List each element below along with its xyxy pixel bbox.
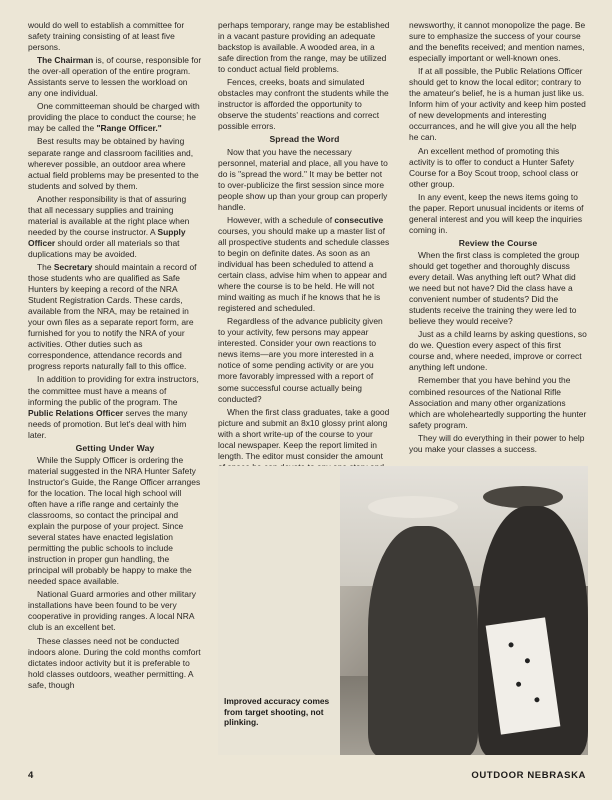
paragraph [409, 20, 587, 64]
bullet-hole [508, 642, 514, 648]
paragraph-text: Best results may be obtained by having separate range and classroom facilities and, wherever possible, an outdoor area where actual field problems may be presented to the students and solved by them. [28, 136, 199, 191]
officer-hat [483, 486, 563, 508]
paragraph [28, 136, 202, 191]
paragraph-text: Regardless of the advance publicity given to your activity, few persons may appear interested. Consider your own reactions to news items—are you more interested in a notice of some pending activity or are you more favorably impressed with a report of some successful course actually being conducted? [218, 316, 383, 404]
paragraph-text: In any event, keep the news items going to the paper. Report unusual incidents or items of general interest and you will keep the inquiries coming in. [409, 191, 584, 235]
heading-text: Review the Course [458, 237, 538, 248]
paragraph-text: In addition to providing for extra instructors, the committee must have a means of informing the public of the program. The [28, 374, 199, 407]
section-heading [409, 238, 587, 249]
cowboy-hat [368, 496, 458, 518]
heading-text: Spread the Word [269, 134, 340, 145]
paragraph [409, 250, 587, 327]
paragraph-text: should maintain a record of those students who are qualified as Safe Hunters by keeping a record of the NRA Student Registration Cards. These cards, available from the NRA, may be retained in your own files as a separate report form, are furnished for you to notify the NRA of your activities. Other duties such as correspondence, attendance records and progress reports naturally fall to this office. [28, 261, 197, 372]
student-figure [368, 526, 478, 755]
paragraph [28, 636, 202, 691]
bold-term: Public Relations Officer [28, 407, 124, 418]
bold-term: "Range Officer." [96, 123, 162, 134]
paragraph-text: These classes need not be conducted indoors alone. During the cold months comfort dictates indoor activity but it is preferable to hold classes outdoors, weather permitting. A safe, though [28, 635, 201, 690]
bold-term: consecutive [334, 214, 384, 225]
paragraph [28, 589, 202, 633]
paragraph-text: is, of course, responsible for the over-all operation of the entire program. Assistants serve to lessen the workload on any one individual. [28, 55, 202, 99]
paragraph [28, 455, 202, 588]
paragraph-text: While the Supply Officer is ordering the material suggested in the NRA Hunter Safety Instructor's Guide, the Range Officer arranges for the location. The local high school will often have a rifle range and certainly the classrooms, so contact the principal and explain the purpose of your project. Since several states have enacted legislation permitting the public schools to include instruction in proper gun handling, the principal will probably be happy to make the needed space available. [28, 454, 201, 587]
paragraph [28, 374, 202, 440]
paragraph [28, 262, 202, 372]
paragraph [409, 192, 587, 236]
paragraph-text: When the first class is completed the group should get together and thoroughly discuss every detail. Was anything left out? What did we need but not have? Did the class have a convenient number of students? Did the students receive the training they were led to believe they would receive? [409, 249, 580, 327]
paragraph-text: They will do everything in their power to help you make your classes a success. [409, 432, 585, 454]
paragraph [409, 146, 587, 190]
paragraph-text: should order all materials so that duplications may be avoided. [28, 237, 180, 259]
column-middle [218, 20, 391, 486]
paragraph [218, 147, 391, 213]
paragraph-text: newsworthy, it cannot monopolize the page. Be sure to emphasize the success of your course and the benefits received; and mention names, especially important or well-known ones. [409, 20, 586, 64]
paragraph-text: Just as a child learns by asking questions, so do we. Question every aspect of this first course and, where needed, improve or correct anything left undone. [409, 329, 587, 373]
bold-term: Secretary [53, 261, 93, 272]
bullet-hole [516, 681, 522, 687]
paragraph [28, 20, 202, 53]
paragraph [218, 20, 391, 75]
paragraph [218, 77, 391, 132]
paragraph-text: courses, you should make up a master list of all prospective students and schedule classes to begin on definite dates. As soon as an individual has been scheduled to attend a certain class, advise him when to appear and where the course is to be held. He will not mind waiting as much if he knows that he is registered and scheduled. [218, 225, 390, 314]
paragraph [28, 55, 202, 99]
paragraph-text: When the first class graduates, take a good picture and submit an 8x10 glossy print along with a short write-up of the course to your local newspaper. Keep the report limited in length. The editor must consider the amount [218, 406, 390, 461]
paragraph [218, 316, 391, 404]
bullet-hole [534, 697, 540, 703]
paragraph-text: One committeeman should be charged with providing the place to conduct the course; he may be called the [28, 101, 200, 134]
paragraph [28, 194, 202, 260]
photo-caption: Improved accuracy comes from target shooting, not plinking. [224, 696, 330, 728]
section-heading [218, 134, 391, 145]
paragraph-text: However, with a schedule of [227, 214, 335, 225]
paragraph [409, 66, 587, 143]
paragraph [218, 215, 391, 314]
bold-lead: The Chairman [37, 55, 94, 66]
paragraph-text: Another responsibility is that of assuring that all necessary supplies and training material is available at the right place when needed by the course instructor. A [28, 193, 190, 237]
bold-term: Supply Officer [28, 226, 186, 248]
paragraph-text: Fences, creeks, boats and simulated obstacles may confront the students while the instructor is afforded the opportunity to observe the students' reactions and correct possible errors. [218, 77, 389, 132]
paragraph-text: An excellent method of promoting this activity is to offer to conduct a Hunter Safety Course for a Boy Scout troop, school class or other group. [409, 145, 579, 189]
section-heading [28, 443, 202, 454]
paragraph-text: serves the many needs of promotion. But let's deal with him later. [28, 407, 188, 440]
paragraph [28, 101, 202, 134]
paragraph-text: would do well to establish a committee for safety training consisting of at least five persons. [28, 20, 185, 53]
page-number: 4 [28, 770, 34, 781]
column-left [28, 20, 202, 693]
paragraph-text: If at all possible, the Public Relations Officer should get to know the local editor; contrary to the amateur's belief, he is a human just like us. Inform him of your activity and keep him posted of new developments and interesting occurrances, and he will give you all the help he can. [409, 66, 586, 143]
heading-text: Getting Under Way [75, 442, 155, 453]
paragraph-text: Now that you have the necessary personnel, material and place, all you have to do is "spread the word." It may be better not to over-publicize the first session since more people show up than your group can properly handle. [218, 146, 388, 212]
column-right [409, 20, 587, 457]
paragraph-text: Remember that you have behind you the combined resources of the National Rifle Association and many other organizations which are wholeheartedly supporting the hunter safety program. [409, 375, 587, 430]
paragraph [409, 433, 587, 455]
paragraph [409, 375, 587, 430]
bullet-hole [525, 658, 531, 664]
paragraph-text: National Guard armories and other military installations have been found to be very cooperative in providing ranges. A local NRA club is an excellent bet. [28, 589, 196, 633]
paragraph-text: perhaps temporary, range may be established in a vacant pasture providing an adequate backstop is available. A wooded area, in a safe direction from the range, may be utilized to conduct actual field problems. [218, 20, 390, 75]
paragraph [409, 329, 587, 373]
magazine-title: OUTDOOR NEBRASKA [471, 770, 586, 781]
paragraph-text: The [37, 261, 54, 272]
